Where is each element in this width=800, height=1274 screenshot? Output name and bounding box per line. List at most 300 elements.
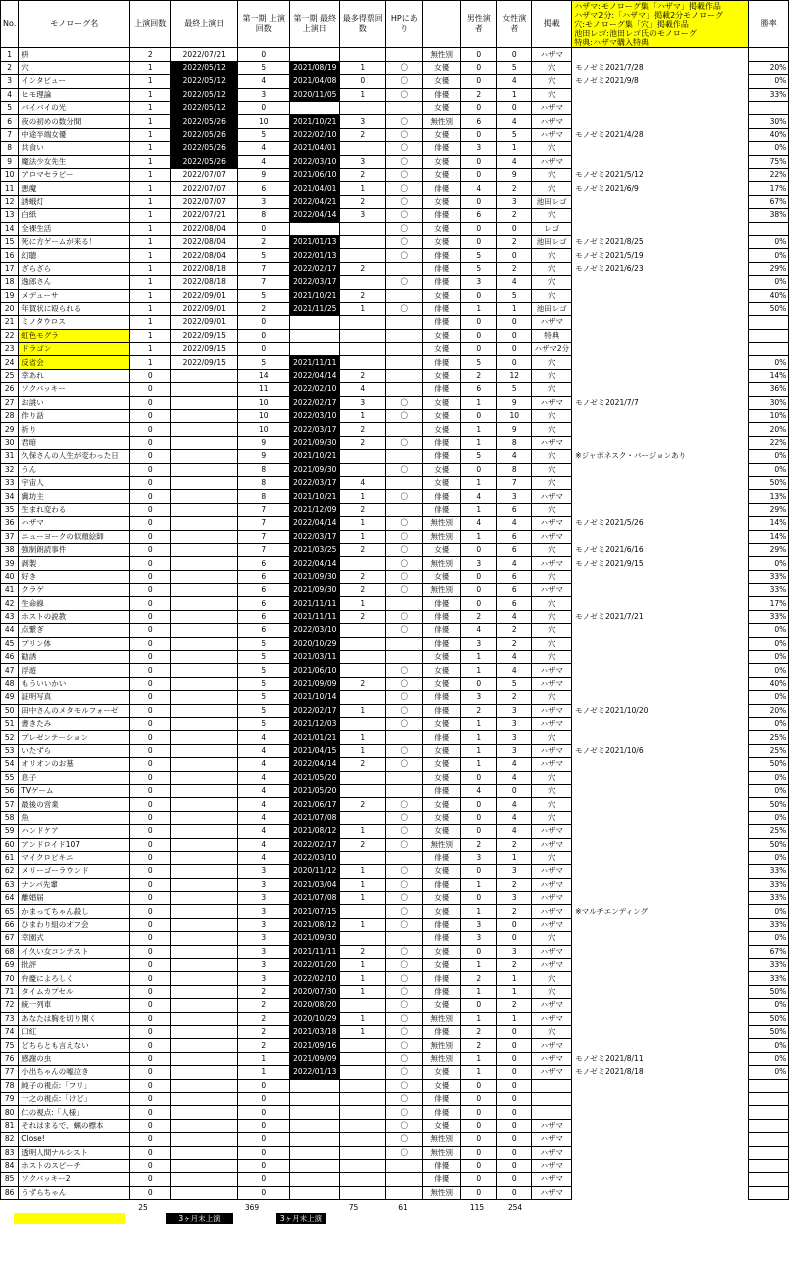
cell-female: 2	[497, 999, 532, 1012]
cell-male: 4	[461, 784, 497, 797]
cell-note	[572, 302, 749, 315]
cell-first-count: 4	[238, 744, 290, 757]
cell-male: 0	[461, 463, 497, 476]
cell-note	[572, 1012, 749, 1025]
cell-female: 0	[497, 1052, 532, 1065]
cell-female: 0	[497, 222, 532, 235]
cell-female: 2	[497, 838, 532, 851]
cell-gender: 無性別	[423, 1146, 461, 1159]
cell-max-votes: 2	[340, 503, 386, 516]
cell-gender: 無性別	[423, 1039, 461, 1052]
cell-hp	[386, 771, 423, 784]
cell-title: 最後の営業	[19, 798, 130, 811]
cell-gender: 女優	[423, 1066, 461, 1079]
cell-last-date	[171, 905, 238, 918]
cell-source: ハザマ	[532, 1012, 572, 1025]
cell-title: 田中さんのメタモルフォーゼ	[19, 704, 130, 717]
cell-male: 0	[461, 999, 497, 1012]
cell-title: 白紙	[19, 209, 130, 222]
cell-win-rate: 50%	[749, 758, 789, 771]
cell-hp	[386, 289, 423, 302]
cell-gender: 女優	[423, 744, 461, 757]
cell-title: メリーゴーラウンド	[19, 865, 130, 878]
cell-max-votes: 2	[340, 369, 386, 382]
cell-last-date: 2022/09/01	[171, 289, 238, 302]
cell-hp: 〇	[386, 222, 423, 235]
cell-male: 0	[461, 102, 497, 115]
cell-first-last-date: 2021/01/21	[290, 731, 340, 744]
cell-max-votes: 1	[340, 731, 386, 744]
cell-last-date	[171, 999, 238, 1012]
cell-max-votes	[340, 1133, 386, 1146]
cell-title: どちらとも言えない	[19, 1039, 130, 1052]
cell-source: ハザマ	[532, 517, 572, 530]
cell-first-count: 4	[238, 838, 290, 851]
cell-performances: 1	[130, 128, 171, 141]
cell-gender: 俳優	[423, 1092, 461, 1105]
cell-first-last-date: 2021/03/25	[290, 543, 340, 556]
cell-male: 2	[461, 88, 497, 101]
cell-first-count: 0	[238, 343, 290, 356]
cell-male: 1	[461, 664, 497, 677]
header-row	[1, 1, 789, 48]
cell-win-rate: 29%	[749, 262, 789, 275]
cell-hp: 〇	[386, 115, 423, 128]
cell-no: 21	[1, 316, 19, 329]
cell-title: 宇宙人	[19, 476, 130, 489]
legend-row	[0, 1213, 800, 1225]
cell-no: 14	[1, 222, 19, 235]
cell-hp: 〇	[386, 798, 423, 811]
cell-last-date: 2022/08/18	[171, 276, 238, 289]
cell-male: 2	[461, 704, 497, 717]
cell-last-date	[171, 410, 238, 423]
cell-first-count: 0	[238, 48, 290, 61]
cell-hp: 〇	[386, 168, 423, 181]
table-row	[1, 436, 789, 449]
cell-title: 年賀状に殴られる	[19, 302, 130, 315]
cell-first-count: 3	[238, 918, 290, 931]
cell-no: 29	[1, 423, 19, 436]
cell-title: ソクバッキー	[19, 383, 130, 396]
cell-title: 反省会	[19, 356, 130, 369]
cell-source: 穴	[532, 985, 572, 998]
cell-no: 76	[1, 1052, 19, 1065]
table-row	[1, 1092, 789, 1105]
cell-first-count: 9	[238, 450, 290, 463]
cell-first-count: 5	[238, 677, 290, 690]
cell-gender: 俳優	[423, 249, 461, 262]
cell-source: 穴	[532, 731, 572, 744]
cell-first-count: 1	[238, 1052, 290, 1065]
cell-female: 4	[497, 758, 532, 771]
cell-win-rate: 14%	[749, 517, 789, 530]
cell-source: 穴	[532, 597, 572, 610]
cell-last-date	[171, 1092, 238, 1105]
cell-note	[572, 811, 749, 824]
cell-title: 感謝の虫	[19, 1052, 130, 1065]
cell-female: 8	[497, 436, 532, 449]
cell-male: 0	[461, 410, 497, 423]
cell-max-votes: 2	[340, 195, 386, 208]
cell-last-date	[171, 1012, 238, 1025]
cell-max-votes: 1	[340, 825, 386, 838]
cell-hp: 〇	[386, 182, 423, 195]
cell-win-rate: 0%	[749, 1066, 789, 1079]
cell-title: ミノタウロス	[19, 316, 130, 329]
table-row	[1, 972, 789, 985]
cell-first-last-date: 2022/02/17	[290, 262, 340, 275]
cell-first-last-date	[290, 1119, 340, 1132]
cell-last-date: 2022/05/12	[171, 75, 238, 88]
cell-last-date	[171, 1066, 238, 1079]
cell-first-last-date	[290, 1106, 340, 1119]
total-first-period: 369	[244, 1203, 260, 1212]
cell-last-date: 2022/05/12	[171, 88, 238, 101]
cell-note	[572, 115, 749, 128]
cell-first-last-date: 2022/04/21	[290, 195, 340, 208]
cell-hp	[386, 597, 423, 610]
cell-performances: 0	[130, 811, 171, 824]
cell-gender: 女優	[423, 463, 461, 476]
cell-win-rate: 33%	[749, 959, 789, 972]
cell-title: ひまわり組のオフ会	[19, 918, 130, 931]
cell-female: 0	[497, 316, 532, 329]
cell-win-rate: 29%	[749, 543, 789, 556]
cell-note	[572, 945, 749, 958]
table-row	[1, 637, 789, 650]
cell-no: 44	[1, 624, 19, 637]
cell-source: ハザマ	[532, 918, 572, 931]
cell-win-rate: 36%	[749, 383, 789, 396]
total-female: 254	[507, 1203, 523, 1212]
cell-last-date	[171, 557, 238, 570]
cell-male: 5	[461, 262, 497, 275]
cell-first-last-date: 2021/08/12	[290, 918, 340, 931]
cell-source: ハザマ	[532, 865, 572, 878]
cell-last-date	[171, 476, 238, 489]
cell-max-votes: 1	[340, 410, 386, 423]
cell-title: 一之の視点:「けど」	[19, 1092, 130, 1105]
cell-female: 6	[497, 543, 532, 556]
cell-female: 4	[497, 557, 532, 570]
cell-last-date	[171, 664, 238, 677]
cell-performances: 0	[130, 892, 171, 905]
cell-note: モノゼミ2021/10/6	[575, 745, 644, 755]
cell-gender: 俳優	[423, 1106, 461, 1119]
cell-last-date	[171, 423, 238, 436]
cell-female: 0	[497, 343, 532, 356]
cell-first-last-date: 2021/09/30	[290, 436, 340, 449]
cell-title: 中途半端女優	[19, 128, 130, 141]
cell-female: 4	[497, 75, 532, 88]
cell-no: 67	[1, 932, 19, 945]
cell-gender: 女優	[423, 999, 461, 1012]
cell-female: 0	[497, 249, 532, 262]
cell-female: 0	[497, 1119, 532, 1132]
cell-male: 0	[461, 1146, 497, 1159]
cell-win-rate	[749, 1079, 789, 1092]
cell-source: ハザマ	[532, 878, 572, 891]
cell-female: 0	[497, 48, 532, 61]
cell-hp: 〇	[386, 155, 423, 168]
cell-male: 5	[461, 450, 497, 463]
cell-male: 0	[461, 1092, 497, 1105]
cell-no: 33	[1, 476, 19, 489]
cell-hp: 〇	[386, 865, 423, 878]
cell-note: ※マルチエンディング	[575, 906, 649, 916]
cell-female: 9	[497, 168, 532, 181]
cell-title: 純子の視点:「フリ」	[19, 1079, 130, 1092]
cell-first-count: 7	[238, 276, 290, 289]
cell-gender: 女優	[423, 1119, 461, 1132]
cell-first-last-date: 2021/11/11	[290, 945, 340, 958]
cell-performances: 0	[130, 450, 171, 463]
cell-first-last-date: 2022/04/14	[290, 369, 340, 382]
cell-no: 82	[1, 1133, 19, 1146]
cell-win-rate: 33%	[749, 918, 789, 931]
cell-note	[572, 1025, 749, 1038]
table-row	[1, 262, 789, 275]
cell-gender: 無性別	[423, 584, 461, 597]
cell-last-date	[171, 597, 238, 610]
cell-performances: 0	[130, 985, 171, 998]
cell-male: 0	[461, 343, 497, 356]
table-row	[1, 1079, 789, 1092]
cell-gender: 女優	[423, 476, 461, 489]
cell-gender: 無性別	[423, 115, 461, 128]
cell-note	[572, 476, 749, 489]
table-row	[1, 48, 789, 61]
cell-hp: 〇	[386, 1092, 423, 1105]
cell-title: 虹色モグラ	[19, 329, 130, 342]
table-row	[1, 651, 789, 664]
cell-performances: 0	[130, 851, 171, 864]
header-win-rate: 勝率	[749, 1, 789, 48]
cell-gender: 女優	[423, 235, 461, 248]
cell-first-last-date: 2021/10/21	[290, 115, 340, 128]
cell-max-votes	[340, 1159, 386, 1172]
cell-no: 27	[1, 396, 19, 409]
cell-no: 35	[1, 503, 19, 516]
table-row	[1, 503, 789, 516]
cell-source: 穴	[532, 262, 572, 275]
cell-male: 3	[461, 851, 497, 864]
cell-source: 穴	[532, 637, 572, 650]
cell-gender: 女優	[423, 771, 461, 784]
cell-source: ハザマ	[532, 557, 572, 570]
cell-female: 3	[497, 195, 532, 208]
cell-no: 6	[1, 115, 19, 128]
cell-max-votes: 2	[340, 168, 386, 181]
header-hp: HPにあり	[386, 1, 423, 48]
cell-performances: 0	[130, 543, 171, 556]
cell-last-date	[171, 450, 238, 463]
cell-first-count: 5	[238, 249, 290, 262]
table-row	[1, 356, 789, 369]
cell-win-rate: 17%	[749, 182, 789, 195]
table-row	[1, 704, 789, 717]
cell-hp: 〇	[386, 530, 423, 543]
cell-note	[572, 584, 749, 597]
cell-gender: 俳優	[423, 262, 461, 275]
cell-title: 証明写真	[19, 691, 130, 704]
cell-gender: 女優	[423, 423, 461, 436]
cell-note	[572, 1039, 749, 1052]
cell-first-count: 2	[238, 985, 290, 998]
cell-performances: 0	[130, 1173, 171, 1186]
cell-male: 5	[461, 356, 497, 369]
cell-no: 22	[1, 329, 19, 342]
cell-male: 0	[461, 677, 497, 690]
cell-max-votes: 1	[340, 878, 386, 891]
cell-performances: 0	[130, 1133, 171, 1146]
cell-gender: 女優	[423, 1079, 461, 1092]
cell-no: 60	[1, 838, 19, 851]
cell-note	[572, 959, 749, 972]
cell-max-votes: 1	[340, 744, 386, 757]
cell-source: ハザマ	[532, 825, 572, 838]
header-first-last-date: 第一期 最終上演日	[290, 1, 340, 48]
cell-hp	[386, 932, 423, 945]
cell-first-count: 0	[238, 102, 290, 115]
cell-performances: 1	[130, 195, 171, 208]
cell-win-rate: 40%	[749, 128, 789, 141]
cell-win-rate: 0%	[749, 637, 789, 650]
cell-max-votes: 1	[340, 1012, 386, 1025]
cell-male: 3	[461, 932, 497, 945]
cell-hp: 〇	[386, 88, 423, 101]
cell-note	[572, 624, 749, 637]
cell-male: 0	[461, 168, 497, 181]
cell-max-votes	[340, 356, 386, 369]
cell-performances: 0	[130, 1106, 171, 1119]
cell-no: 18	[1, 276, 19, 289]
cell-no: 26	[1, 383, 19, 396]
cell-first-last-date: 2022/03/10	[290, 624, 340, 637]
cell-no: 36	[1, 517, 19, 530]
cell-win-rate: 0%	[749, 1052, 789, 1065]
cell-gender: 俳優	[423, 182, 461, 195]
cell-female: 1	[497, 972, 532, 985]
cell-title: 点繋ぎ	[19, 624, 130, 637]
cell-win-rate: 0%	[749, 932, 789, 945]
cell-first-count: 4	[238, 758, 290, 771]
cell-source: ハザマ	[532, 115, 572, 128]
cell-performances: 0	[130, 383, 171, 396]
cell-win-rate: 25%	[749, 731, 789, 744]
cell-no: 75	[1, 1039, 19, 1052]
cell-win-rate	[749, 1186, 789, 1199]
cell-title: かまってちゃん殺し	[19, 905, 130, 918]
cell-first-count: 10	[238, 396, 290, 409]
cell-performances: 2	[130, 48, 171, 61]
cell-note	[572, 289, 749, 302]
cell-max-votes	[340, 1066, 386, 1079]
cell-performances: 0	[130, 718, 171, 731]
total-max-votes: 75	[348, 1203, 359, 1212]
cell-note	[572, 316, 749, 329]
cell-female: 2	[497, 209, 532, 222]
cell-performances: 0	[130, 664, 171, 677]
cell-win-rate: 0%	[749, 784, 789, 797]
cell-source: レゴ	[532, 222, 572, 235]
cell-first-count: 1	[238, 1066, 290, 1079]
cell-female: 3	[497, 718, 532, 731]
cell-performances: 1	[130, 61, 171, 74]
cell-first-count: 5	[238, 356, 290, 369]
cell-first-count: 5	[238, 664, 290, 677]
cell-note	[572, 102, 749, 115]
cell-first-last-date: 2022/03/10	[290, 155, 340, 168]
cell-win-rate: 38%	[749, 209, 789, 222]
cell-source: 穴	[532, 383, 572, 396]
cell-female: 3	[497, 704, 532, 717]
cell-first-count: 0	[238, 1173, 290, 1186]
cell-note	[572, 155, 749, 168]
cell-win-rate: 0%	[749, 999, 789, 1012]
cell-gender: 女優	[423, 329, 461, 342]
cell-max-votes	[340, 276, 386, 289]
cell-hp: 〇	[386, 142, 423, 155]
header-last-date: 最終上演日	[171, 1, 238, 48]
cell-female: 0	[497, 784, 532, 797]
cell-hp: 〇	[386, 396, 423, 409]
cell-first-count: 5	[238, 651, 290, 664]
cell-first-last-date: 2021/04/01	[290, 142, 340, 155]
cell-max-votes	[340, 142, 386, 155]
table-row	[1, 851, 789, 864]
cell-male: 0	[461, 1186, 497, 1199]
cell-note	[572, 1159, 749, 1172]
cell-hp	[386, 784, 423, 797]
cell-female: 2	[497, 182, 532, 195]
cell-win-rate: 20%	[749, 61, 789, 74]
cell-hp: 〇	[386, 985, 423, 998]
cell-male: 1	[461, 530, 497, 543]
cell-last-date	[171, 1079, 238, 1092]
cell-first-count: 6	[238, 584, 290, 597]
cell-performances: 1	[130, 75, 171, 88]
cell-hp: 〇	[386, 276, 423, 289]
cell-max-votes	[340, 784, 386, 797]
cell-performances: 0	[130, 396, 171, 409]
table-row	[1, 1106, 789, 1119]
table-row	[1, 1012, 789, 1025]
cell-note	[572, 597, 749, 610]
cell-hp: 〇	[386, 543, 423, 556]
cell-male: 0	[461, 329, 497, 342]
total-hp: 61	[398, 1203, 408, 1212]
cell-hp: 〇	[386, 490, 423, 503]
cell-win-rate: 33%	[749, 865, 789, 878]
cell-male: 2	[461, 838, 497, 851]
cell-note	[572, 570, 749, 583]
cell-first-last-date: 2021/09/30	[290, 932, 340, 945]
cell-note	[572, 878, 749, 891]
cell-title: ハンドケア	[19, 825, 130, 838]
cell-first-count: 4	[238, 811, 290, 824]
table-row	[1, 610, 789, 623]
cell-female: 5	[497, 61, 532, 74]
table-row	[1, 88, 789, 101]
table-row	[1, 758, 789, 771]
cell-source: ハザマ	[532, 102, 572, 115]
cell-last-date	[171, 570, 238, 583]
cell-note	[572, 1106, 749, 1119]
cell-first-count: 0	[238, 316, 290, 329]
cell-gender: 無性別	[423, 838, 461, 851]
